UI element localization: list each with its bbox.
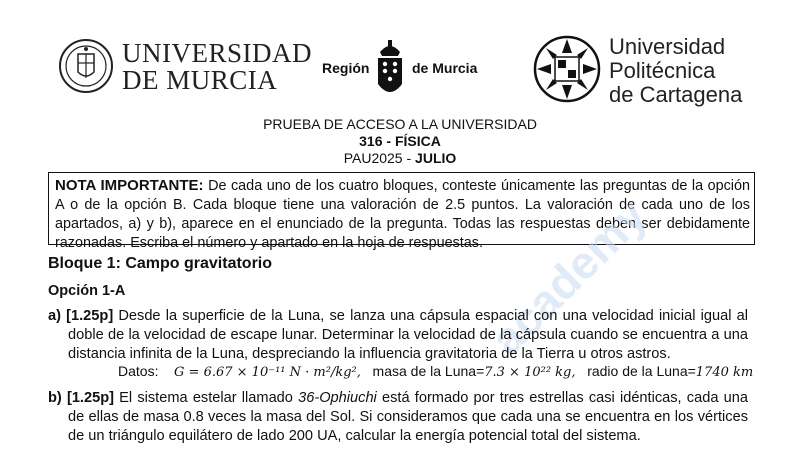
umu-seal-icon [58, 38, 114, 94]
question-a-text: Desde la superficie de la Luna, se lanza una cápsula espacial con una velocidad inicial igual al doble de la velocidad de escape lunar. Determinar la velocidad de la cápsula cuando se encuentra a una distancia infinita de la Luna, despreciando la influencia gravitatoria de la Tierra u otros astros. [68, 308, 748, 362]
moon-mass: 7.3 × 10²² kg, [484, 365, 576, 380]
exam-session: PAU2025 - JULIO [343, 150, 457, 166]
note-text: De cada uno de los cuatro bloques, conteste únicamente las preguntas de la opción A o de la opción B. Cada bloque tiene una valoración de 2.5 puntos. La valoración de cada uno de los apartados, a) y b), aparece en el enunciado de la pregunta. Todas las respuestas deben ser debidamente razonadas. Escriba el número y apartado en la hoja de respuestas. [55, 178, 750, 251]
upct-logo [533, 35, 743, 107]
question-a [48, 307, 748, 364]
upct-wordmark: Universidad Politécnica de Cartagena [609, 34, 743, 107]
universidad-de-murcia-logo [58, 38, 312, 102]
exam-code: 316 - FÍSICA [359, 133, 441, 149]
region-word: Región [322, 60, 370, 76]
region-shield-icon [373, 38, 407, 102]
option-title: Opción 1-A [48, 283, 126, 299]
de-murcia-word: de Murcia [412, 60, 478, 76]
region-de-murcia-logo [318, 38, 483, 104]
block-title: Bloque 1: Campo gravitatorio [48, 255, 273, 272]
upct-seal-icon [533, 35, 601, 103]
note-label: NOTA IMPORTANTE: [55, 177, 204, 194]
question-b: b) [1.25p] El sistema estelar llamado 36-Ophiuchi está formado por tres estrellas casi idénticas, cada una de ellas de masa 0.8 veces la masa del Sol. Si consideramos que cada una se encuentra en los vértices de un triángulo equilátero de lado 200 UA, calcular la energía potencial total del sistema. [48, 390, 748, 444]
data-line: Datos: G = 6.67 × 10⁻¹¹ N · m²/kg², masa de la Luna=7.3 × 10²² kg, radio de la Luna=1740 km [118, 363, 754, 380]
star-system-name: 36-Ophiuchi [298, 390, 377, 406]
umu-wordmark: UNIVERSIDAD DE MURCIA [122, 38, 312, 95]
moon-radius: 1740 km [695, 365, 754, 380]
exam-title: PRUEBA DE ACCESO A LA UNIVERSIDAD [263, 116, 537, 132]
question-b-label: b) [1.25p] [48, 390, 114, 406]
gravitational-constant: G = 6.67 × 10⁻¹¹ N · m²/kg², [174, 365, 361, 380]
watermark: academy [480, 188, 657, 366]
question-a-label: a) [1.25p] [48, 308, 114, 324]
